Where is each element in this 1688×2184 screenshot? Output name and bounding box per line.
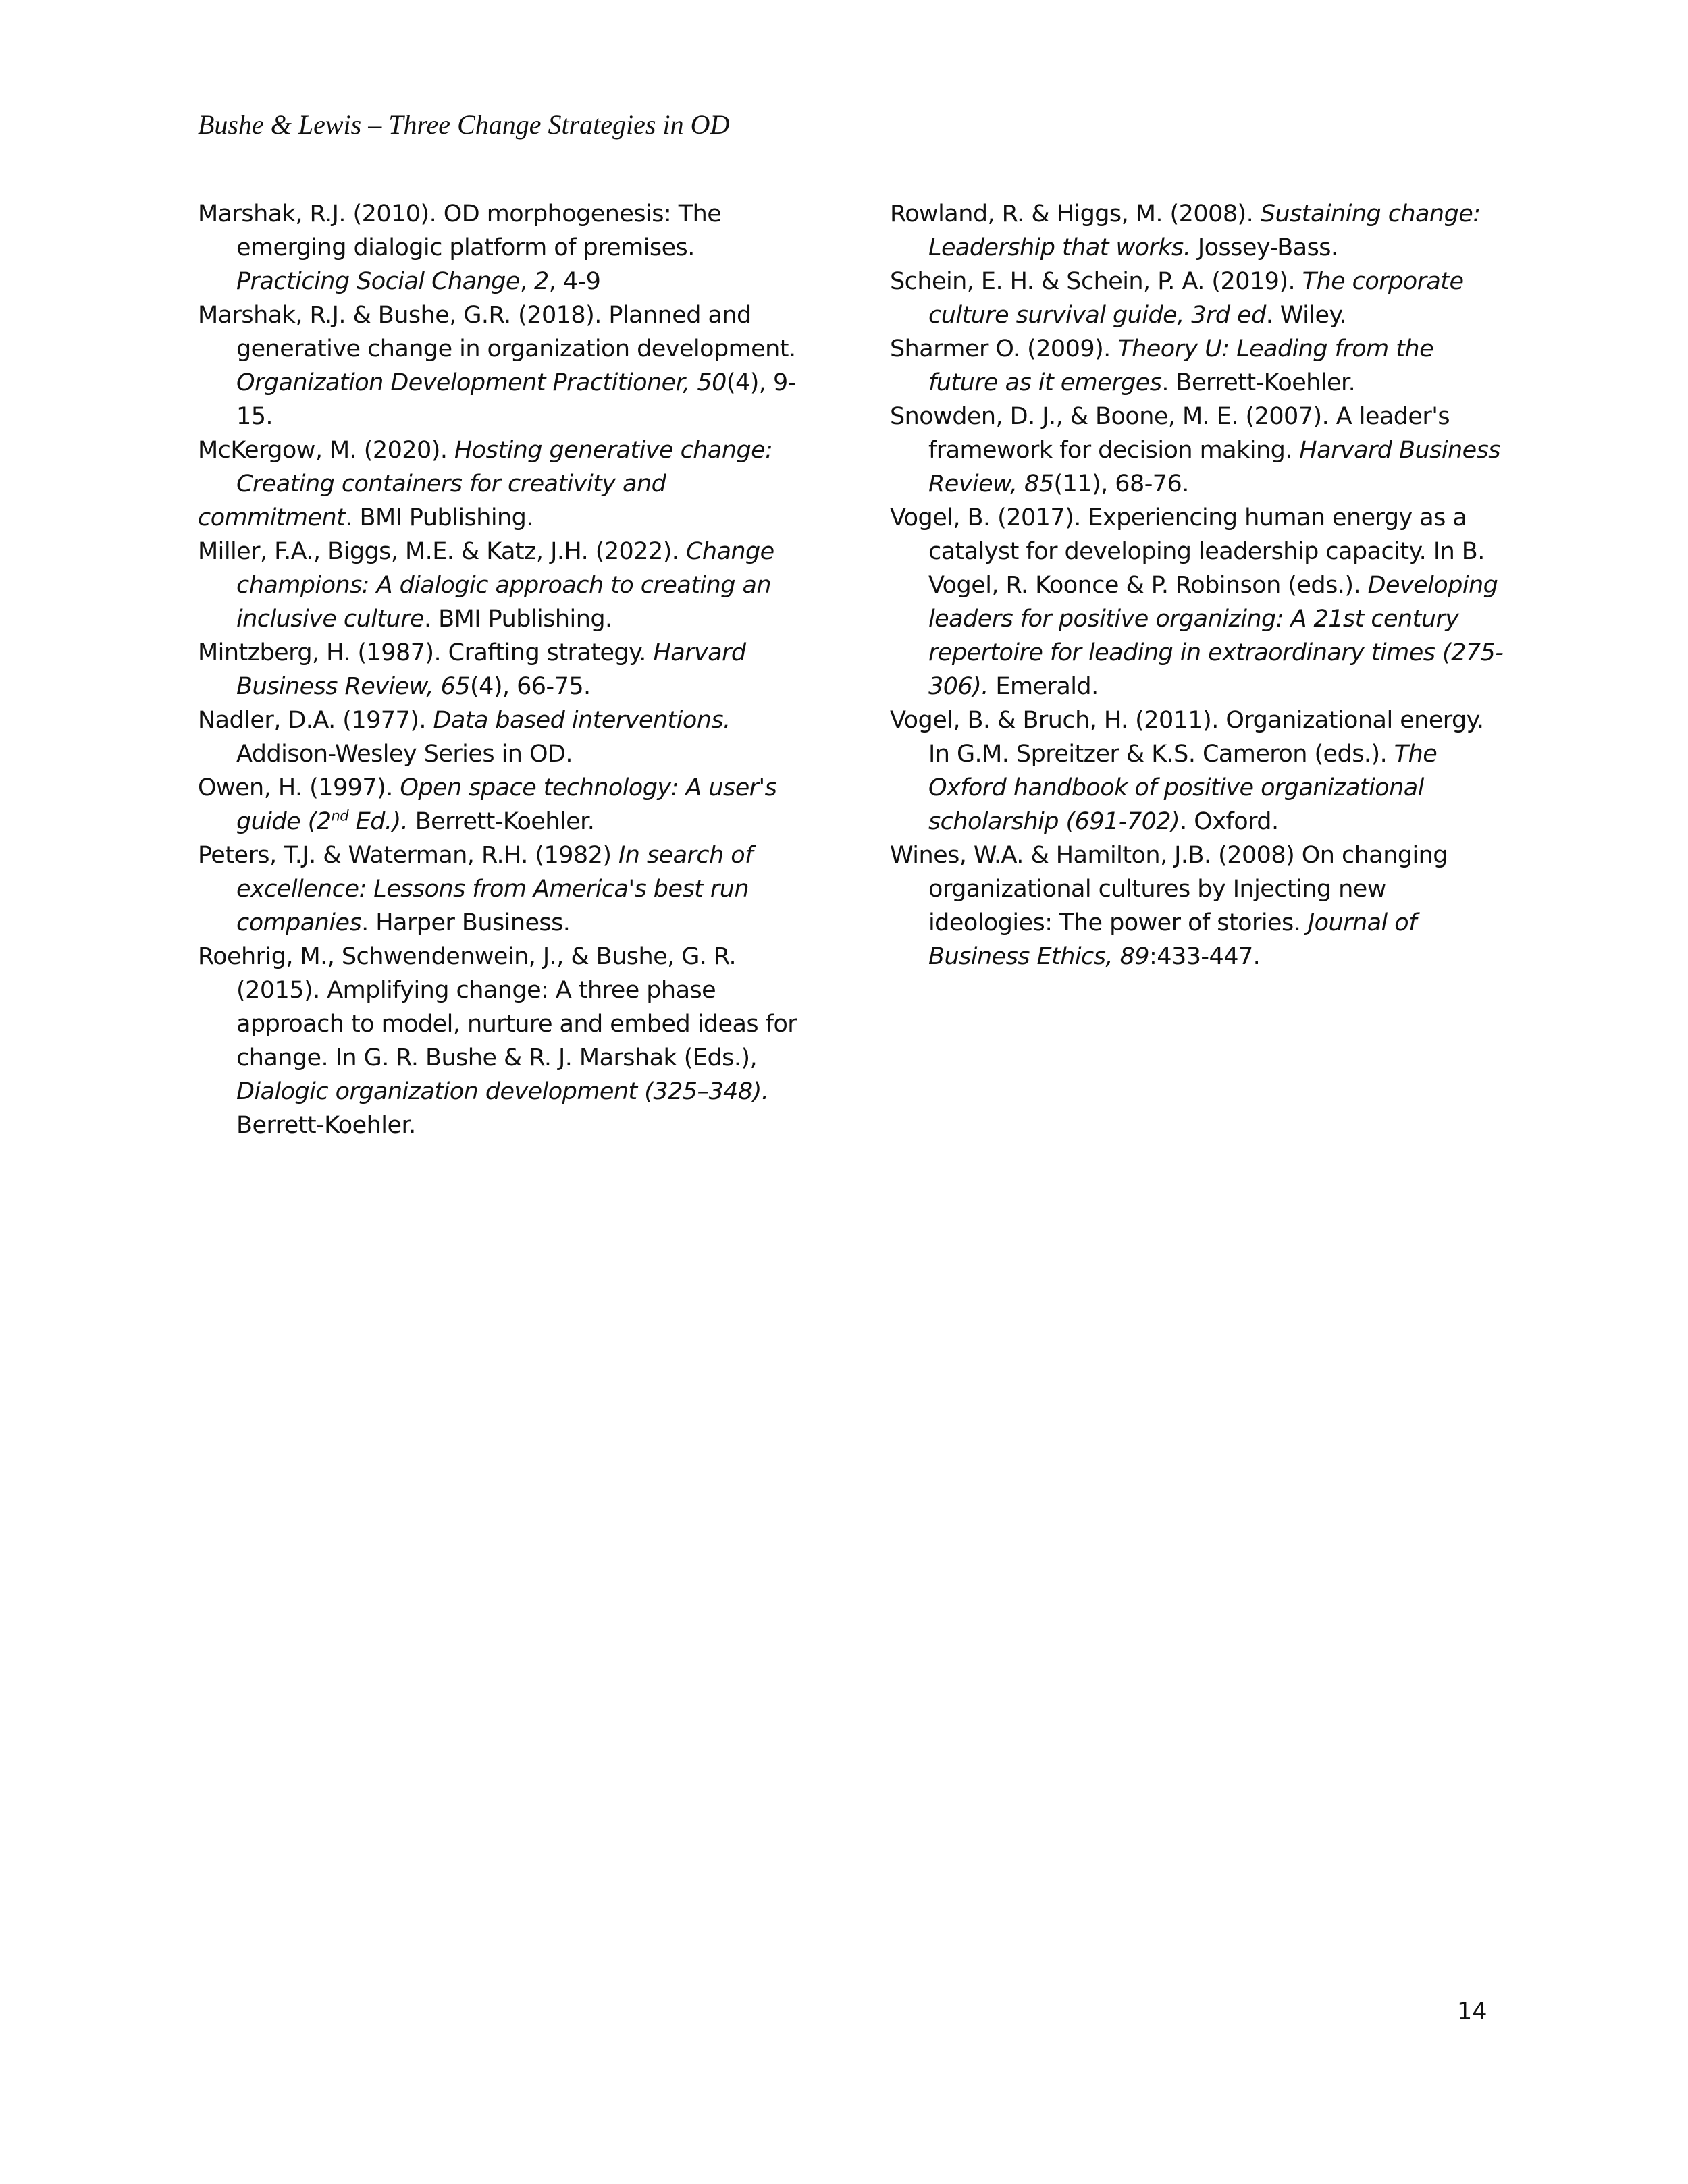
italic-segment: repertoire for leading in extraordinary times (275- — [928, 639, 1504, 666]
italic-segment: Harvard — [653, 639, 746, 666]
reference-line — [198, 332, 796, 366]
text-segment: Mintzberg, H. (1987). Crafting strategy. — [198, 639, 654, 666]
reference-entry — [198, 433, 792, 535]
text-segment: McKergow, M. (2020). — [198, 437, 454, 464]
italic-segment: future as it emerges — [928, 369, 1162, 396]
text-segment: . Harper Business. — [361, 909, 571, 936]
italic-segment: excellence: Lessons from America's best run — [236, 876, 749, 903]
italic-segment: Business Ethics, 89 — [928, 943, 1150, 970]
reference-line — [890, 535, 1521, 568]
text-segment: change. In G. R. Bushe & R. J. Marshak (Eds.), — [236, 1044, 758, 1071]
italic-segment: Dialogic organization development (325–348). — [236, 1078, 769, 1105]
reference-entry — [198, 771, 792, 838]
italic-segment: In search of — [618, 842, 753, 869]
reference-line — [198, 433, 792, 467]
text-segment: (11), 68-76. — [1053, 471, 1189, 498]
reference-line — [198, 197, 792, 231]
italic-segment: Data based interventions. — [433, 707, 731, 734]
text-segment: , 4-9 — [548, 268, 601, 295]
text-segment: Miller, F.A., Biggs, M.E. & Katz, J.H. (2022). — [198, 538, 686, 565]
text-segment: Emerald. — [988, 673, 1099, 700]
reference-line — [890, 568, 1521, 602]
text-segment: (4), 9- — [726, 369, 796, 396]
text-segment: (2015). Amplifying change: A three phase — [236, 977, 716, 1004]
text-segment: Berrett-Koehler. — [236, 1112, 416, 1139]
reference-line — [198, 906, 792, 940]
text-segment: approach to model, nurture and embed ideas for — [236, 1011, 797, 1038]
reference-line — [198, 1075, 792, 1109]
text-segment: . BMI Publishing. — [424, 606, 612, 633]
reference-line — [890, 400, 1521, 433]
reference-entry — [198, 636, 792, 703]
reference-line — [198, 231, 792, 265]
text-segment: Snowden, D. J., & Boone, M. E. (2007). A leader's — [890, 403, 1450, 430]
reference-line — [198, 872, 792, 906]
text-segment: catalyst for developing leadership capacity. In B. — [928, 538, 1485, 565]
italic-segment: Harvard Business — [1299, 437, 1500, 464]
italic-segment: commitment — [198, 504, 346, 531]
text-segment: 15. — [236, 403, 273, 430]
reference-line — [890, 265, 1521, 298]
reference-line — [198, 467, 792, 501]
italic-segment: 306). — [928, 673, 988, 700]
text-segment: Marshak, R.J. (2010). OD morphogenesis: The — [198, 201, 722, 228]
reference-entry — [198, 535, 792, 636]
reference-entry — [198, 940, 797, 1142]
reference-entry — [890, 332, 1521, 400]
text-segment: ideologies: The power of stories. — [928, 909, 1308, 936]
italic-segment: Organization Development Practitioner, 50 — [236, 369, 727, 396]
italic-segment: The — [1394, 741, 1438, 768]
italic-segment: Ed.). — [348, 808, 408, 835]
italic-segment: Review, 85 — [928, 471, 1054, 498]
reference-line — [198, 703, 792, 737]
reference-line — [198, 602, 792, 636]
text-segment: . Wiley. — [1265, 302, 1347, 329]
reference-line — [198, 1007, 797, 1041]
text-segment: Vogel, B. (2017). Experiencing human energy as a — [890, 504, 1467, 531]
reference-line — [890, 872, 1521, 906]
text-segment: Sharmer O. (2009). — [890, 336, 1118, 363]
reference-line — [890, 940, 1521, 974]
reference-entry — [890, 197, 1521, 265]
reference-line — [890, 805, 1521, 838]
italic-segment: inclusive culture — [236, 606, 425, 633]
reference-entry — [198, 298, 796, 433]
italic-segment: Theory U: Leading from the — [1117, 336, 1434, 363]
text-segment: Nadler, D.A. (1977). — [198, 707, 433, 734]
reference-line — [198, 501, 792, 535]
reference-line — [198, 737, 792, 771]
reference-line — [198, 805, 792, 838]
reference-entry — [198, 197, 792, 298]
reference-line — [198, 771, 792, 805]
reference-line — [198, 400, 792, 433]
text-segment: Peters, T.J. & Waterman, R.H. (1982) — [198, 842, 618, 869]
italic-segment: scholarship (691-702) — [928, 808, 1180, 835]
reference-entry — [890, 265, 1521, 332]
reference-line — [890, 737, 1521, 771]
reference-line — [198, 670, 792, 703]
italic-segment: guide (2 — [236, 808, 332, 835]
reference-line — [890, 771, 1521, 805]
text-segment: Schein, E. H. & Schein, P. A. (2019). — [890, 268, 1302, 295]
italic-segment: companies — [236, 909, 362, 936]
text-segment: . Oxford. — [1180, 808, 1279, 835]
reference-line — [890, 433, 1521, 467]
references-right-column — [890, 197, 1521, 974]
reference-entry — [890, 703, 1521, 838]
text-segment: Berrett-Koehler. — [408, 808, 595, 835]
reference-line — [198, 265, 792, 298]
italic-segment: Oxford handbook of positive organizational — [928, 774, 1424, 801]
reference-line — [198, 636, 792, 670]
text-segment: framework for decision making. — [928, 437, 1300, 464]
text-segment: Vogel, B. & Bruch, H. (2011). Organizational energy. — [890, 707, 1484, 734]
reference-line — [198, 838, 792, 872]
text-segment: Roehrig, M., Schwendenwein, J., & Bushe, G. R. — [198, 943, 737, 970]
reference-entry — [890, 501, 1521, 703]
reference-line — [890, 467, 1521, 501]
reference-line — [890, 602, 1521, 636]
reference-line — [198, 298, 792, 332]
reference-line — [198, 535, 792, 568]
reference-line — [198, 1109, 792, 1142]
reference-line — [890, 636, 1521, 670]
italic-segment: culture survival guide, 3rd ed — [928, 302, 1266, 329]
italic-segment: The corporate — [1302, 268, 1464, 295]
italic-segment: 2 — [533, 268, 549, 295]
reference-line — [198, 568, 792, 602]
reference-line — [890, 501, 1521, 535]
text-segment: Marshak, R.J. & Bushe, G.R. (2018). Planned and — [198, 302, 751, 329]
reference-line — [890, 197, 1521, 231]
text-segment: Addison-Wesley Series in OD. — [236, 741, 573, 768]
italic-segment: Leadership that works. — [928, 234, 1191, 261]
text-segment: . BMI Publishing. — [345, 504, 533, 531]
text-segment: In G.M. Spreitzer & K.S. Cameron (eds.). — [928, 741, 1394, 768]
italic-segment: Developing — [1367, 572, 1498, 599]
text-segment: Owen, H. (1997). — [198, 774, 400, 801]
reference-line — [198, 1041, 792, 1075]
text-segment: (4), 66-75. — [470, 673, 591, 700]
text-segment: :433-447. — [1149, 943, 1261, 970]
reference-line — [198, 940, 792, 974]
italic-segment: Sustaining change: — [1260, 201, 1481, 228]
reference-line — [198, 974, 792, 1007]
italic-segment: Change — [685, 538, 774, 565]
text-segment: emerging dialogic platform of premises. — [236, 234, 695, 261]
running-header: Bushe & Lewis – Three Change Strategies in OD — [198, 109, 730, 140]
reference-entry — [890, 838, 1521, 974]
reference-line — [890, 332, 1521, 366]
text-segment: Rowland, R. & Higgs, M. (2008). — [890, 201, 1261, 228]
italic-segment: Business Review, 65 — [236, 673, 471, 700]
reference-line — [890, 366, 1521, 400]
italic-segment: Creating containers for creativity and — [236, 471, 666, 498]
text-segment: Wines, W.A. & Hamilton, J.B. (2008) On changing — [890, 842, 1448, 869]
reference-entry — [198, 703, 792, 771]
italic-segment: champions: A dialogic approach to creating an — [236, 572, 771, 599]
text-segment: organizational cultures by Injecting new — [928, 876, 1386, 903]
references-left-column — [198, 197, 797, 1142]
reference-entry — [198, 838, 792, 940]
italic-segment: Open space technology: A user's — [400, 774, 777, 801]
reference-line — [890, 703, 1521, 737]
reference-line — [890, 231, 1521, 265]
text-segment: generative change in organization development. — [236, 336, 796, 363]
italic-segment: leaders for positive organizing: A 21st century — [928, 606, 1459, 633]
reference-line — [890, 838, 1521, 872]
text-segment: Vogel, R. Koonce & P. Robinson (eds.). — [928, 572, 1368, 599]
italic-segment: Journal of — [1307, 909, 1417, 936]
text-segment: , — [519, 268, 534, 295]
italic-segment: Practicing Social Change — [236, 268, 520, 295]
reference-entry — [890, 400, 1521, 501]
reference-line — [890, 670, 1521, 703]
italic-segment: nd — [331, 807, 349, 824]
text-segment: . Berrett-Koehler. — [1161, 369, 1356, 396]
text-segment: Jossey-Bass. — [1190, 234, 1338, 261]
reference-line — [198, 366, 796, 400]
reference-line — [890, 906, 1521, 940]
italic-segment: Hosting generative change: — [454, 437, 773, 464]
page-number: 14 — [1457, 1998, 1487, 2025]
reference-line — [890, 298, 1521, 332]
